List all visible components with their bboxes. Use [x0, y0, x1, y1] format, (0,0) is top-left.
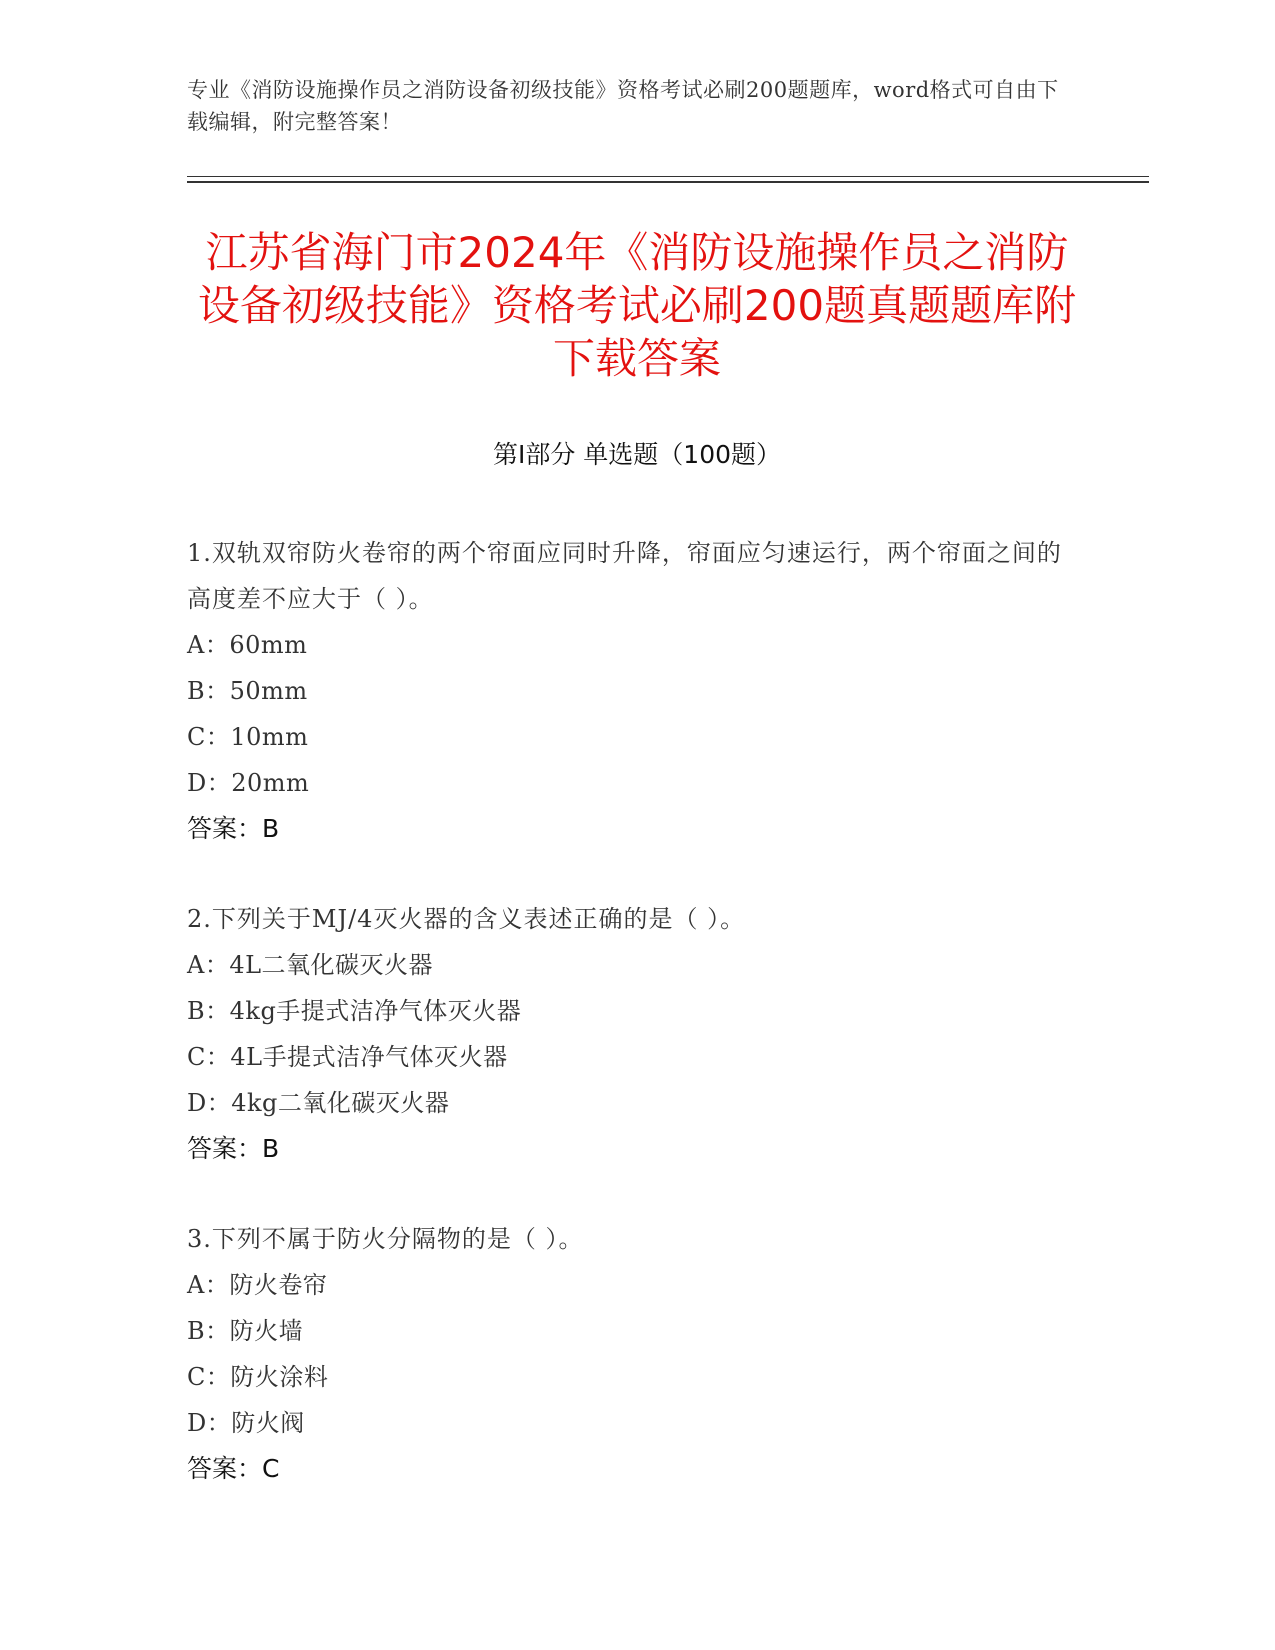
section-heading: 第I部分 单选题（100题）	[492, 440, 782, 469]
header-divider-thin	[187, 176, 1149, 177]
document-title: 江苏省海门市2024年《消防设施操作员之消防设备初级技能》资格考试必刷200题真题题库附下载答案	[197, 228, 1077, 383]
question-item	[187, 530, 1077, 852]
header-note: 专业《消防设施操作员之消防设备初级技能》资格考试必刷200题题库，word格式可自由下载编辑，附完整答案！	[187, 78, 1059, 134]
question-answer: 答案：B	[187, 814, 280, 843]
question-option: A：60mm	[187, 631, 308, 659]
question-option: C：10mm	[187, 723, 309, 751]
question-option: C：防火涂料	[187, 1363, 329, 1391]
question-spacer	[187, 852, 1077, 896]
question-answer: 答案：B	[187, 1134, 280, 1163]
question-item	[187, 1216, 1077, 1492]
question-option: D：防火阀	[187, 1409, 305, 1437]
question-stem: 3.下列不属于防火分隔物的是（ ）。	[187, 1225, 584, 1253]
question-option: B：4kg手提式洁净气体灭火器	[187, 997, 522, 1025]
question-option: B：防火墙	[187, 1317, 304, 1345]
question-option: A：防火卷帘	[187, 1271, 328, 1299]
question-option: D：4kg二氧化碳灭火器	[187, 1089, 450, 1117]
question-list	[187, 530, 1077, 1492]
question-stem: 2.下列关于MJ/4灭火器的含义表述正确的是（ ）。	[187, 905, 746, 933]
question-item	[187, 896, 1077, 1172]
question-option: B：50mm	[187, 677, 308, 705]
question-option: C：4L手提式洁净气体灭火器	[187, 1043, 508, 1071]
header-divider-thick	[187, 181, 1149, 183]
question-spacer	[187, 1172, 1077, 1216]
question-option: D：20mm	[187, 769, 310, 797]
question-option: A：4L二氧化碳灭火器	[187, 951, 434, 979]
question-answer: 答案：C	[187, 1454, 280, 1483]
question-stem: 1.双轨双帘防火卷帘的两个帘面应同时升降，帘面应匀速运行，两个帘面之间的高度差不应大于（ ）。	[187, 539, 1062, 613]
